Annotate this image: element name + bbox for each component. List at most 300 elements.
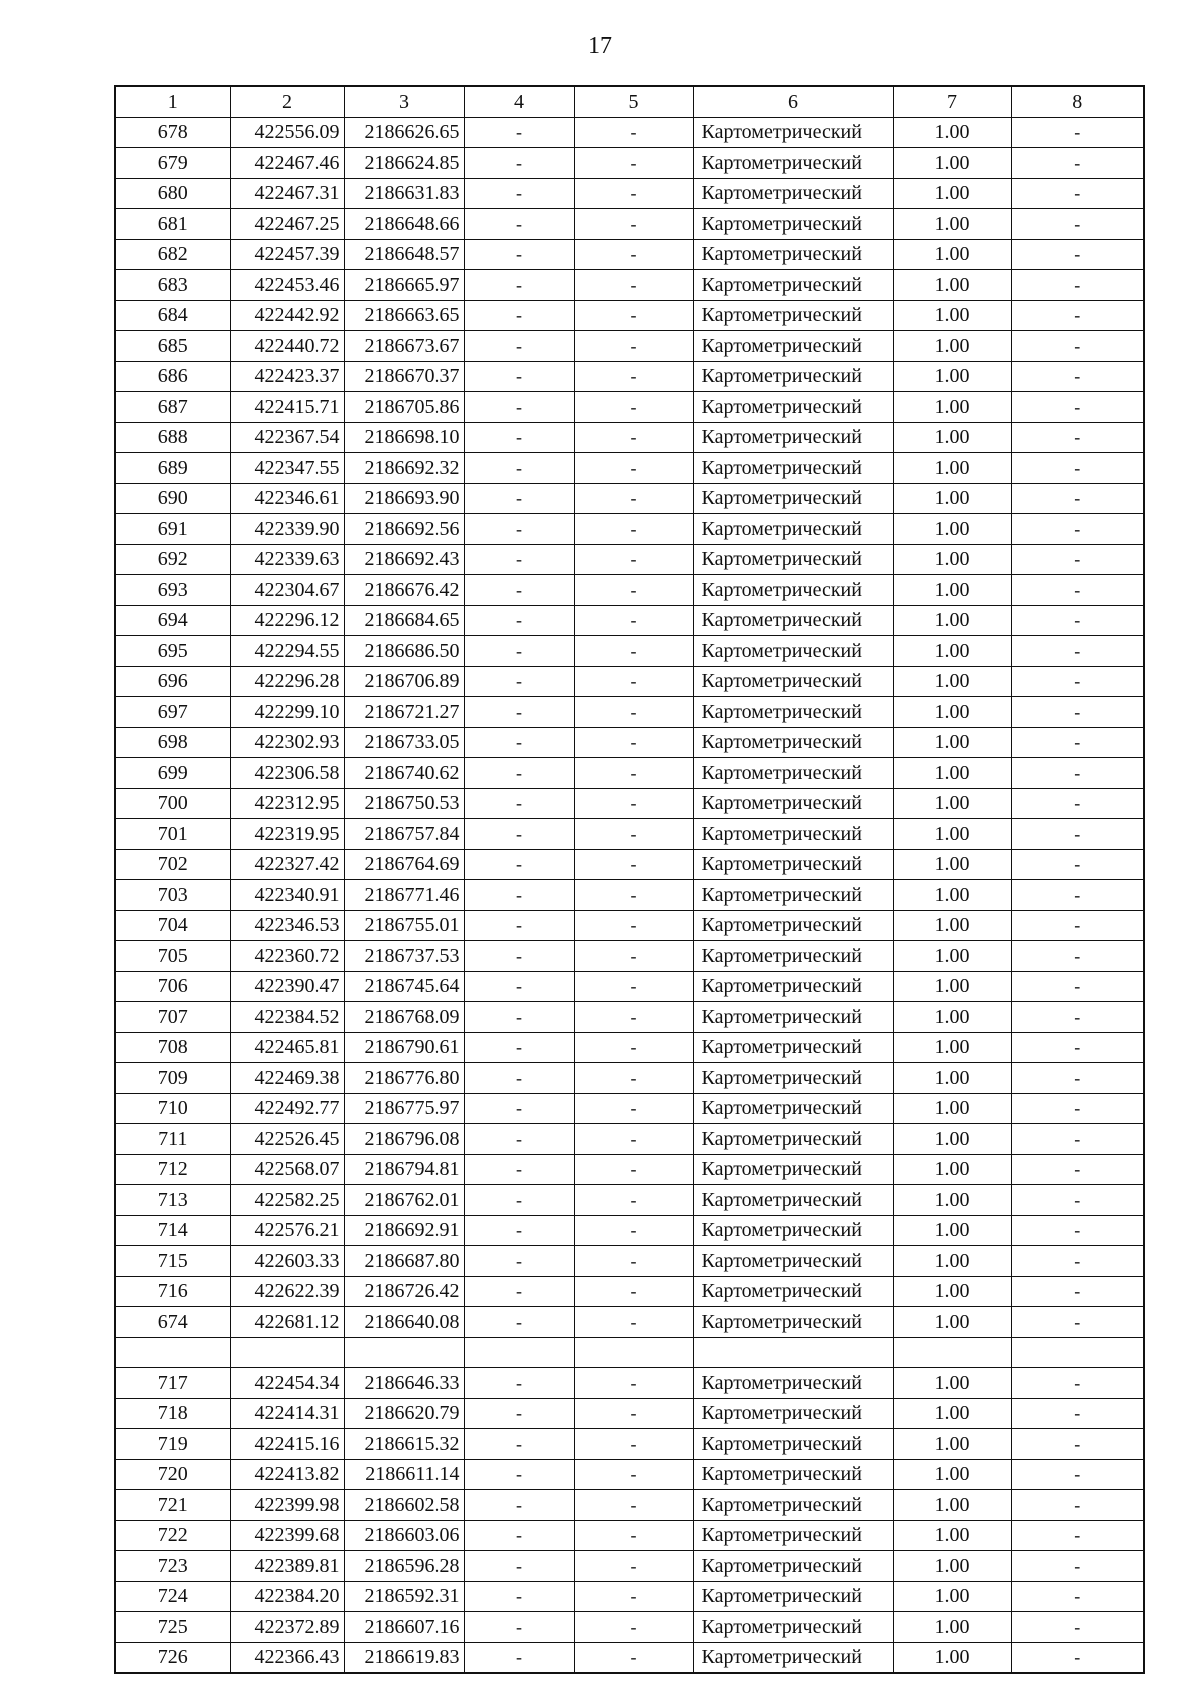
table-row (115, 727, 1144, 758)
cell-col4-value: - (464, 1063, 574, 1094)
cell-accuracy: 1.00 (893, 239, 1011, 270)
cell-accuracy: 1.00 (893, 422, 1011, 453)
cell-x-coordinate: 422294.55 (230, 636, 344, 667)
cell-col4-value: - (464, 209, 574, 240)
table-row (115, 1032, 1144, 1063)
cell-point-number: 703 (115, 880, 230, 911)
cell-x-coordinate: 422339.63 (230, 544, 344, 575)
cell-col8-value: - (1011, 148, 1144, 179)
cell-col4-value: - (464, 178, 574, 209)
table-row (115, 910, 1144, 941)
cell-col8-value: - (1011, 1246, 1144, 1277)
cell-accuracy: 1.00 (893, 1093, 1011, 1124)
cell-accuracy: 1.00 (893, 1246, 1011, 1277)
cell-col5-value: - (574, 788, 693, 819)
cell-method: Картометрический (693, 1215, 893, 1246)
cell-accuracy: 1.00 (893, 483, 1011, 514)
cell-col5-value: - (574, 483, 693, 514)
cell-method: Картометрический (693, 788, 893, 819)
cell-col8-value: - (1011, 1459, 1144, 1490)
table-row (115, 636, 1144, 667)
cell-method: Картометрический (693, 1185, 893, 1216)
cell-col4-value: - (464, 270, 574, 301)
cell-col4-value: - (464, 1429, 574, 1460)
cell-x-coordinate: 422389.81 (230, 1551, 344, 1582)
table-row (115, 1551, 1144, 1582)
cell-y-coordinate: 2186771.46 (344, 880, 464, 911)
cell-accuracy: 1.00 (893, 1581, 1011, 1612)
cell-y-coordinate: 2186648.66 (344, 209, 464, 240)
cell-col5-value: - (574, 1307, 693, 1338)
cell-y-coordinate: 2186726.42 (344, 1276, 464, 1307)
cell-x-coordinate: 422453.46 (230, 270, 344, 301)
cell-col4-value: - (464, 1246, 574, 1277)
cell-y-coordinate: 2186692.56 (344, 514, 464, 545)
cell-accuracy: 1.00 (893, 1032, 1011, 1063)
cell-col5-value: - (574, 1124, 693, 1155)
cell-accuracy: 1.00 (893, 1154, 1011, 1185)
cell-col4-value: - (464, 514, 574, 545)
cell-col5-value: - (574, 117, 693, 148)
cell-col8-value: - (1011, 117, 1144, 148)
cell-x-coordinate: 422442.92 (230, 300, 344, 331)
cell-y-coordinate: 2186602.58 (344, 1490, 464, 1521)
cell-y-coordinate: 2186705.86 (344, 392, 464, 423)
cell-x-coordinate: 422360.72 (230, 941, 344, 972)
cell-point-number: 689 (115, 453, 230, 484)
cell-accuracy: 1.00 (893, 148, 1011, 179)
cell-x-coordinate: 422296.12 (230, 605, 344, 636)
cell-col5-value: - (574, 1368, 693, 1399)
cell-x-coordinate: 422603.33 (230, 1246, 344, 1277)
cell-accuracy: 1.00 (893, 1520, 1011, 1551)
cell-x-coordinate: 422526.45 (230, 1124, 344, 1155)
cell-x-coordinate: 422339.90 (230, 514, 344, 545)
cell-point-number: 725 (115, 1612, 230, 1643)
cell-accuracy: 1.00 (893, 880, 1011, 911)
cell-x-coordinate: 422568.07 (230, 1154, 344, 1185)
cell-col5-value: - (574, 1551, 693, 1582)
cell-col8-value: - (1011, 605, 1144, 636)
table-row (115, 239, 1144, 270)
cell-col8-value: - (1011, 1490, 1144, 1521)
cell-accuracy: 1.00 (893, 910, 1011, 941)
cell-col5-value: - (574, 1276, 693, 1307)
cell-col5-value: - (574, 636, 693, 667)
cell-method: Картометрический (693, 1032, 893, 1063)
cell-col8-value: - (1011, 1063, 1144, 1094)
cell-x-coordinate: 422413.82 (230, 1459, 344, 1490)
cell-col4-value: - (464, 1551, 574, 1582)
cell-y-coordinate: 2186686.50 (344, 636, 464, 667)
cell-accuracy: 1.00 (893, 209, 1011, 240)
cell-accuracy: 1.00 (893, 1429, 1011, 1460)
cell-y-coordinate: 2186611.14 (344, 1459, 464, 1490)
cell-point-number: 696 (115, 666, 230, 697)
cell-point-number: 718 (115, 1398, 230, 1429)
cell-col8-value: - (1011, 1642, 1144, 1673)
table-row (115, 971, 1144, 1002)
cell-method: Картометрический (693, 544, 893, 575)
cell-col5-value: - (574, 1246, 693, 1277)
cell-y-coordinate: 2186648.57 (344, 239, 464, 270)
cell-y-coordinate: 2186750.53 (344, 788, 464, 819)
cell-col5-value: - (574, 697, 693, 728)
table-row (115, 605, 1144, 636)
cell-point-number: 686 (115, 361, 230, 392)
cell-y-coordinate: 2186646.33 (344, 1368, 464, 1399)
cell-col4-value: - (464, 331, 574, 362)
cell-x-coordinate: 422319.95 (230, 819, 344, 850)
cell-y-coordinate: 2186603.06 (344, 1520, 464, 1551)
cell-point-number: 695 (115, 636, 230, 667)
cell-col5-value: - (574, 666, 693, 697)
cell-y-coordinate: 2186673.67 (344, 331, 464, 362)
cell-point-number: 708 (115, 1032, 230, 1063)
cell-col8-value: - (1011, 239, 1144, 270)
table-row (115, 1581, 1144, 1612)
cell-col8-value: - (1011, 941, 1144, 972)
cell-method: Картометрический (693, 941, 893, 972)
cell-y-coordinate: 2186764.69 (344, 849, 464, 880)
table-row (115, 148, 1144, 179)
table-row (115, 1093, 1144, 1124)
table-row (115, 117, 1144, 148)
cell-y-coordinate: 2186663.65 (344, 300, 464, 331)
cell-y-coordinate: 2186624.85 (344, 148, 464, 179)
header-row (115, 86, 1144, 117)
cell-method: Картометрический (693, 1612, 893, 1643)
cell-col5-value: - (574, 453, 693, 484)
cell-accuracy: 1.00 (893, 361, 1011, 392)
cell-y-coordinate: 2186745.64 (344, 971, 464, 1002)
cell-x-coordinate (230, 1337, 344, 1368)
table-row (115, 788, 1144, 819)
cell-col4-value: - (464, 1612, 574, 1643)
cell-col5-value: - (574, 910, 693, 941)
cell-col8-value: - (1011, 636, 1144, 667)
cell-col5-value: - (574, 422, 693, 453)
table-row (115, 941, 1144, 972)
cell-col5-value: - (574, 270, 693, 301)
cell-point-number: 694 (115, 605, 230, 636)
cell-method: Картометрический (693, 331, 893, 362)
cell-col5-value: - (574, 1581, 693, 1612)
cell-accuracy: 1.00 (893, 941, 1011, 972)
cell-col4-value: - (464, 1124, 574, 1155)
cell-x-coordinate: 422372.89 (230, 1612, 344, 1643)
table-row (115, 1185, 1144, 1216)
cell-y-coordinate: 2186692.32 (344, 453, 464, 484)
cell-col8-value: - (1011, 483, 1144, 514)
cell-accuracy: 1.00 (893, 666, 1011, 697)
cell-col4-value: - (464, 483, 574, 514)
cell-col4-value: - (464, 300, 574, 331)
cell-x-coordinate: 422384.52 (230, 1002, 344, 1033)
cell-accuracy: 1.00 (893, 178, 1011, 209)
cell-accuracy: 1.00 (893, 453, 1011, 484)
table-row (115, 514, 1144, 545)
cell-y-coordinate: 2186615.32 (344, 1429, 464, 1460)
cell-x-coordinate: 422576.21 (230, 1215, 344, 1246)
cell-col4-value: - (464, 1002, 574, 1033)
cell-col8-value: - (1011, 1398, 1144, 1429)
cell-accuracy: 1.00 (893, 1002, 1011, 1033)
cell-accuracy: 1.00 (893, 1642, 1011, 1673)
table-row (115, 361, 1144, 392)
cell-x-coordinate: 422346.61 (230, 483, 344, 514)
cell-method: Картометрический (693, 1246, 893, 1277)
cell-accuracy: 1.00 (893, 392, 1011, 423)
cell-col8-value: - (1011, 1154, 1144, 1185)
cell-point-number: 687 (115, 392, 230, 423)
cell-accuracy: 1.00 (893, 1459, 1011, 1490)
cell-x-coordinate: 422414.31 (230, 1398, 344, 1429)
cell-col5-value: - (574, 575, 693, 606)
cell-y-coordinate: 2186631.83 (344, 178, 464, 209)
cell-method: Картометрический (693, 605, 893, 636)
cell-point-number: 724 (115, 1581, 230, 1612)
table-row (115, 331, 1144, 362)
cell-col8-value: - (1011, 727, 1144, 758)
cell-col4-value: - (464, 1093, 574, 1124)
cell-method: Картометрический (693, 483, 893, 514)
table-row (115, 1002, 1144, 1033)
cell-y-coordinate: 2186687.80 (344, 1246, 464, 1277)
cell-point-number: 700 (115, 788, 230, 819)
cell-point-number: 679 (115, 148, 230, 179)
cell-x-coordinate: 422399.68 (230, 1520, 344, 1551)
cell-x-coordinate: 422582.25 (230, 1185, 344, 1216)
cell-col8-value: - (1011, 788, 1144, 819)
cell-col8-value: - (1011, 880, 1144, 911)
cell-col5-value: - (574, 758, 693, 789)
cell-accuracy: 1.00 (893, 575, 1011, 606)
table-row (115, 1154, 1144, 1185)
cell-col8-value: - (1011, 1185, 1144, 1216)
cell-accuracy: 1.00 (893, 270, 1011, 301)
cell-col4-value: - (464, 544, 574, 575)
column-header-1: 1 (115, 86, 230, 117)
cell-col4-value: - (464, 1185, 574, 1216)
table-row (115, 1429, 1144, 1460)
cell-col8-value: - (1011, 209, 1144, 240)
table-row (115, 544, 1144, 575)
cell-method: Картометрический (693, 1581, 893, 1612)
cell-method: Картометрический (693, 514, 893, 545)
cell-method: Картометрический (693, 697, 893, 728)
cell-col5-value: - (574, 849, 693, 880)
cell-col5-value: - (574, 971, 693, 1002)
cell-col4-value: - (464, 392, 574, 423)
cell-x-coordinate: 422384.20 (230, 1581, 344, 1612)
cell-col8-value: - (1011, 910, 1144, 941)
cell-x-coordinate: 422390.47 (230, 971, 344, 1002)
cell-accuracy: 1.00 (893, 514, 1011, 545)
cell-x-coordinate: 422340.91 (230, 880, 344, 911)
cell-col4-value: - (464, 636, 574, 667)
cell-col5-value: - (574, 1154, 693, 1185)
cell-method: Картометрический (693, 1124, 893, 1155)
cell-method: Картометрический (693, 117, 893, 148)
cell-col8-value: - (1011, 361, 1144, 392)
cell-method: Картометрический (693, 1642, 893, 1673)
table-row (115, 575, 1144, 606)
table-row (115, 1124, 1144, 1155)
cell-col4-value: - (464, 666, 574, 697)
cell-accuracy: 1.00 (893, 758, 1011, 789)
cell-x-coordinate: 422327.42 (230, 849, 344, 880)
cell-x-coordinate: 422457.39 (230, 239, 344, 270)
cell-col4-value: - (464, 422, 574, 453)
cell-point-number: 713 (115, 1185, 230, 1216)
cell-method: Картометрический (693, 910, 893, 941)
cell-col5-value: - (574, 331, 693, 362)
column-header-2: 2 (230, 86, 344, 117)
cell-method: Картометрический (693, 1490, 893, 1521)
table-row (115, 483, 1144, 514)
cell-point-number: 702 (115, 849, 230, 880)
cell-col5-value: - (574, 880, 693, 911)
cell-y-coordinate: 2186620.79 (344, 1398, 464, 1429)
cell-col5-value: - (574, 300, 693, 331)
cell-col5-value: - (574, 178, 693, 209)
cell-point-number: 705 (115, 941, 230, 972)
cell-col4-value: - (464, 697, 574, 728)
cell-y-coordinate: 2186794.81 (344, 1154, 464, 1185)
cell-x-coordinate: 422299.10 (230, 697, 344, 728)
cell-col8-value: - (1011, 331, 1144, 362)
cell-col4-value: - (464, 1276, 574, 1307)
cell-col4-value: - (464, 727, 574, 758)
cell-col4-value: - (464, 1154, 574, 1185)
cell-accuracy: 1.00 (893, 1490, 1011, 1521)
cell-point-number: 721 (115, 1490, 230, 1521)
cell-point-number: 693 (115, 575, 230, 606)
cell-col5-value: - (574, 1642, 693, 1673)
cell-method: Картометрический (693, 148, 893, 179)
table-row (115, 270, 1144, 301)
cell-accuracy: 1.00 (893, 1551, 1011, 1582)
cell-x-coordinate: 422469.38 (230, 1063, 344, 1094)
cell-method: Картометрический (693, 1551, 893, 1582)
cell-x-coordinate: 422415.71 (230, 392, 344, 423)
cell-x-coordinate: 422681.12 (230, 1307, 344, 1338)
cell-x-coordinate: 422440.72 (230, 331, 344, 362)
cell-point-number: 716 (115, 1276, 230, 1307)
cell-point-number: 717 (115, 1368, 230, 1399)
cell-point-number: 690 (115, 483, 230, 514)
cell-x-coordinate: 422467.46 (230, 148, 344, 179)
cell-col8-value: - (1011, 392, 1144, 423)
column-header-7: 7 (893, 86, 1011, 117)
cell-col8-value: - (1011, 819, 1144, 850)
cell-point-number: 691 (115, 514, 230, 545)
cell-y-coordinate: 2186626.65 (344, 117, 464, 148)
cell-col5-value: - (574, 1612, 693, 1643)
cell-col5-value: - (574, 1490, 693, 1521)
cell-col5-value: - (574, 1063, 693, 1094)
cell-point-number: 722 (115, 1520, 230, 1551)
cell-y-coordinate: 2186721.27 (344, 697, 464, 728)
cell-col4-value: - (464, 1032, 574, 1063)
cell-col5-value: - (574, 514, 693, 545)
table-row (115, 209, 1144, 240)
cell-method: Картометрический (693, 1398, 893, 1429)
cell-x-coordinate: 422465.81 (230, 1032, 344, 1063)
cell-y-coordinate: 2186796.08 (344, 1124, 464, 1155)
cell-accuracy: 1.00 (893, 1063, 1011, 1094)
cell-col5-value: - (574, 605, 693, 636)
cell-col8-value: - (1011, 544, 1144, 575)
cell-point-number: 712 (115, 1154, 230, 1185)
cell-x-coordinate: 422304.67 (230, 575, 344, 606)
cell-col8-value: - (1011, 1093, 1144, 1124)
cell-point-number: 707 (115, 1002, 230, 1033)
cell-method: Картометрический (693, 453, 893, 484)
cell-col4-value: - (464, 971, 574, 1002)
cell-point-number: 698 (115, 727, 230, 758)
cell-accuracy: 1.00 (893, 1185, 1011, 1216)
table-row (115, 1276, 1144, 1307)
table-row (115, 758, 1144, 789)
cell-col4-value: - (464, 148, 574, 179)
cell-col8-value: - (1011, 575, 1144, 606)
cell-col4-value: - (464, 605, 574, 636)
cell-col5-value: - (574, 1093, 693, 1124)
table-row (115, 880, 1144, 911)
table-row (115, 422, 1144, 453)
cell-accuracy: 1.00 (893, 605, 1011, 636)
cell-x-coordinate: 422312.95 (230, 788, 344, 819)
cell-accuracy: 1.00 (893, 788, 1011, 819)
coordinates-table (114, 85, 1145, 1674)
cell-col4-value: - (464, 361, 574, 392)
cell-col4-value (464, 1337, 574, 1368)
cell-col5-value: - (574, 544, 693, 575)
cell-y-coordinate: 2186706.89 (344, 666, 464, 697)
cell-col8-value: - (1011, 1032, 1144, 1063)
table-row (115, 1246, 1144, 1277)
cell-col8-value: - (1011, 1307, 1144, 1338)
cell-point-number: 682 (115, 239, 230, 270)
table-row (115, 697, 1144, 728)
cell-x-coordinate: 422622.39 (230, 1276, 344, 1307)
cell-method: Картометрический (693, 880, 893, 911)
table-row (115, 1612, 1144, 1643)
cell-col8-value: - (1011, 1612, 1144, 1643)
cell-method: Картометрический (693, 666, 893, 697)
cell-y-coordinate: 2186592.31 (344, 1581, 464, 1612)
cell-y-coordinate: 2186692.91 (344, 1215, 464, 1246)
cell-accuracy: 1.00 (893, 971, 1011, 1002)
cell-point-number: 678 (115, 117, 230, 148)
column-header-6: 6 (693, 86, 893, 117)
cell-point-number: 719 (115, 1429, 230, 1460)
cell-y-coordinate: 2186596.28 (344, 1551, 464, 1582)
cell-col8-value: - (1011, 1124, 1144, 1155)
table-row (115, 1398, 1144, 1429)
cell-point-number: 709 (115, 1063, 230, 1094)
cell-col8-value: - (1011, 697, 1144, 728)
cell-method: Картометрический (693, 1154, 893, 1185)
cell-col8-value: - (1011, 971, 1144, 1002)
cell-y-coordinate: 2186698.10 (344, 422, 464, 453)
cell-x-coordinate: 422454.34 (230, 1368, 344, 1399)
cell-method: Картометрический (693, 1093, 893, 1124)
cell-col5-value: - (574, 148, 693, 179)
cell-y-coordinate: 2186684.65 (344, 605, 464, 636)
